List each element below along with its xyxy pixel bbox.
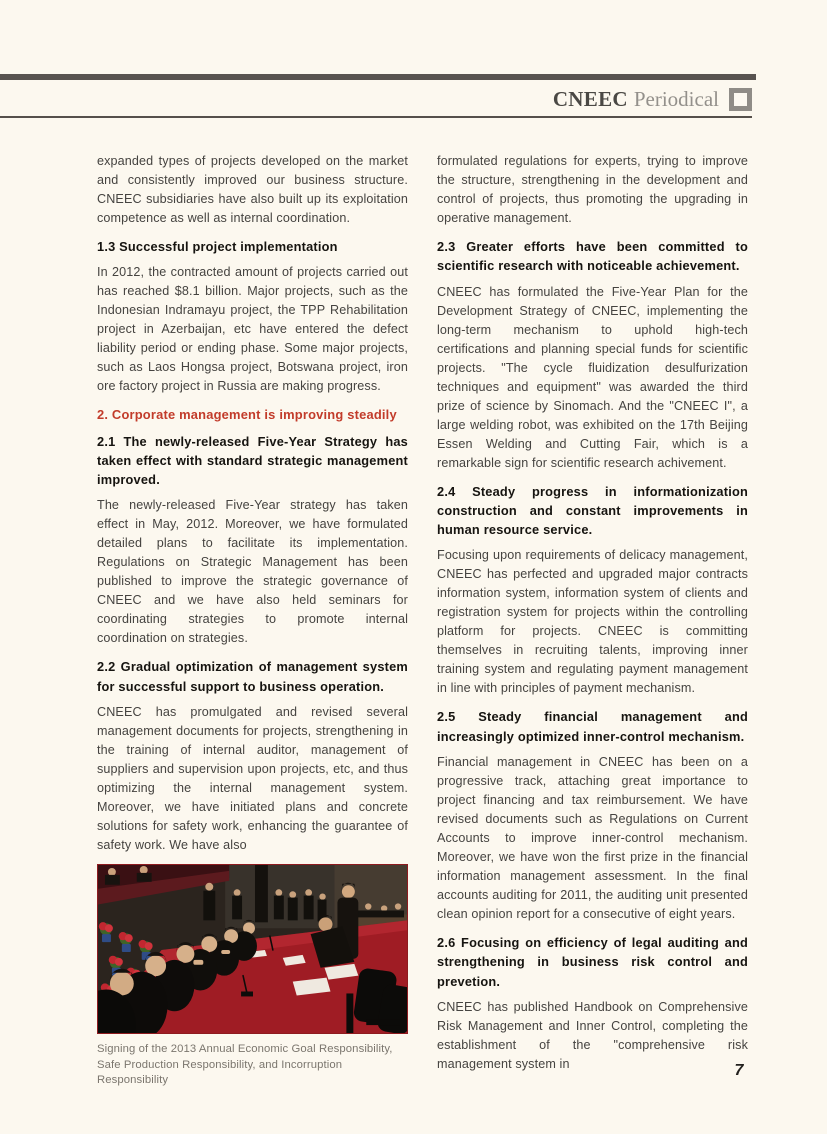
paragraph-2-1: The newly-released Five-Year strategy has taken effect in May, 2012. Moreover, we have formulated detailed plans to facilitate its implementation. Regulations on Strategic Management has been published to improve the strategic governance of CNEEC and we have also held seminars for coordinating strategies to promote internal coordination on strategies. bbox=[97, 498, 408, 646]
heading-2-red: 2. Corporate management is improving steadily bbox=[97, 407, 397, 423]
header-top-rule bbox=[0, 74, 756, 80]
heading-2-4: 2.4 Steady progress in informationization construction and constant improvements in human resource service. bbox=[437, 483, 748, 538]
paragraph-1-3: In 2012, the contracted amount of projects carried out has reached $8.1 billion. Major projects, such as the Indonesian Indramayu project, the TPP Rehabilitation project in Azerbaijan, etc have entered the defect liability period or ending phase. Some major projects, such as Laos Hongsa project, Botswana project, iron ore factory project in Russia are making progress. bbox=[97, 265, 408, 394]
heading-2-5: 2.5 Steady financial management and increasingly optimized inner-control mechanism. bbox=[437, 709, 748, 744]
brand-suffix: Periodical bbox=[633, 86, 719, 111]
page-body bbox=[97, 152, 748, 1089]
paragraph-2-3: CNEEC has formulated the Five-Year Plan for the Development Strategy of CNEEC, implementing the long-term mechanism to uphold high-tech certifications and planning special funds for scientific projects. "The cycle fluidization desulfurization techniques and equipment" was awarded the third prize of science by Sinomach. And the "CNEEC I", a large welding robot, was exhibited on the 17th Beijing Essen Welding and Cutting Fair, which is a remarkable sign for scientific research achivement. bbox=[437, 284, 748, 470]
heading-2-3: 2.3 Greater efforts have been committed to scientific research with noticeable achievement. bbox=[437, 239, 748, 274]
heading-1-3: 1.3 Successful project implementation bbox=[97, 239, 338, 254]
periodical-header bbox=[0, 82, 752, 116]
page-number: 7 bbox=[734, 1062, 744, 1079]
paragraph-2-4: Focusing upon requirements of delicacy management, CNEEC has perfected and upgraded major contracts information system, information system of clients and registration system for projects within the controlling platform for projects. CNEEC is committing themselves in recruiting talents, improving inner training system and regulating payment management in line with principles of payment mechanism. bbox=[437, 548, 748, 696]
paragraph-2-2: CNEEC has promulgated and revised several management documents for projects, strengthening in the training of internal auditor, management of suppliers and supervision upon projects, etc, and thus optimizing the internal management system. Moreover, we have initiated plans and concrete solutions for safety work, enhancing the guarantee of safety work. We have also bbox=[97, 705, 408, 853]
paragraph-intro-continued: expanded types of projects developed on the market and consistently improved our business structure. CNEEC subsidiaries have also built up its exploitation competence as well as internal coordination. bbox=[97, 154, 408, 225]
signing-ceremony-photo bbox=[97, 864, 408, 1034]
paragraph-2-6: CNEEC has published Handbook on Comprehensive Risk Management and Inner Control, completing the establishment of the "comprehensive risk management system in bbox=[437, 999, 748, 1071]
brand-name: CNEEC bbox=[552, 86, 628, 111]
brand-square-icon bbox=[729, 88, 752, 111]
paragraph-2-2-continued: formulated regulations for experts, trying to improve the structure, strengthening in the development and control of projects, thus promoting the upgrading in operative management. bbox=[437, 154, 748, 225]
photo-caption: Signing of the 2013 Annual Economic Goal Responsibility, Safe Production Responsibility, and Incorruption Responsibility bbox=[97, 1043, 393, 1087]
right-column bbox=[437, 152, 748, 1089]
paragraph-2-5: Financial management in CNEEC has been on a progressive track, attaching great importance to project financing and tax reimbursement. We have revised documents such as Regulations on Current Accounts to improve inner-control mechanism. Moreover, we have won the first prize in the financial information management assessment. In the final accounts auditing for 2011, the auditing unit presented clean opinion report for a consecutive of eight years. bbox=[437, 755, 748, 922]
left-column bbox=[97, 152, 408, 1089]
periodical-title bbox=[553, 87, 719, 112]
heading-2-6: 2.6 Focusing on efficiency of legal auditing and strengthening in business risk control and prevetion. bbox=[437, 935, 748, 989]
heading-2-2: 2.2 Gradual optimization of management system for successful support to business operation. bbox=[97, 659, 408, 694]
heading-2-1: 2.1 The newly-released Five-Year Strategy has taken effect with standard strategic management improved. bbox=[97, 433, 408, 488]
header-bottom-rule bbox=[0, 116, 752, 118]
ceremony-figure bbox=[97, 864, 408, 1089]
